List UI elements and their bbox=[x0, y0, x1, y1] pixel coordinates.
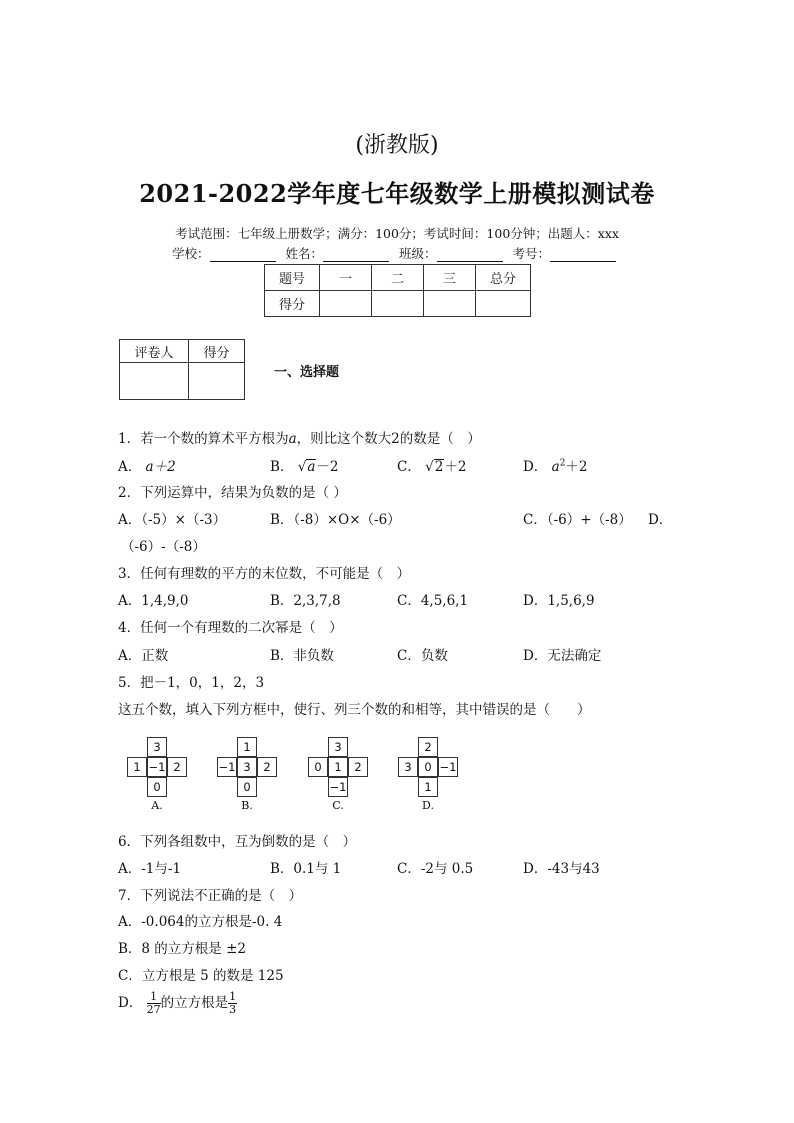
option-d[interactable]: D． bbox=[648, 512, 673, 528]
class-label: 班级： bbox=[398, 246, 437, 261]
option-c[interactable]: C．（-6）+（-8） bbox=[523, 512, 632, 528]
exam-no-blank bbox=[550, 248, 616, 262]
option-b[interactable]: B． √a－2 bbox=[270, 459, 339, 475]
cross-cell-left: 1 bbox=[127, 757, 147, 777]
question-2-options bbox=[0, 508, 794, 528]
option-a[interactable]: A．（-5）×（-3） bbox=[118, 512, 227, 528]
question-1 bbox=[118, 427, 481, 447]
cross-figure-label: D. bbox=[422, 799, 434, 812]
score-header: 一 bbox=[320, 265, 372, 291]
grader-table bbox=[119, 339, 245, 400]
option-b[interactable]: B．8 的立方根是 ±2 bbox=[118, 941, 246, 957]
exam-no-label: 考号： bbox=[512, 246, 550, 261]
cross-figure-label: A. bbox=[151, 799, 163, 812]
cross-cell-center: 1 bbox=[328, 757, 348, 777]
score-cell bbox=[476, 291, 531, 317]
score-row-label: 得分 bbox=[265, 291, 320, 317]
score-cell bbox=[424, 291, 476, 317]
fraction: $\frac{1}{3}$ bbox=[229, 990, 237, 1016]
option-c[interactable]: C．立方根是 5 的数是 125 bbox=[118, 968, 284, 984]
cross-cell-center: −1 bbox=[147, 757, 167, 777]
cross-cell-right: −1 bbox=[438, 757, 458, 777]
cross-cell-bottom: −1 bbox=[328, 777, 348, 797]
cross-cell-left: 3 bbox=[398, 757, 418, 777]
cross-cell-top: 2 bbox=[418, 737, 438, 757]
question-1-options bbox=[0, 455, 794, 475]
cross-cell-right: 2 bbox=[348, 757, 368, 777]
option-a[interactable]: A．正数 bbox=[118, 648, 169, 664]
cross-cell-center: 0 bbox=[418, 757, 438, 777]
question-6-options bbox=[0, 857, 794, 877]
name-label: 姓名： bbox=[285, 246, 323, 261]
question-stem: 1．若一个数的算术平方根为 bbox=[118, 431, 289, 447]
cross-cell-top: 3 bbox=[147, 737, 167, 757]
score-cell bbox=[372, 291, 424, 317]
option-c[interactable]: C． √2＋2 bbox=[397, 459, 467, 475]
cross-cell-top: 1 bbox=[237, 737, 257, 757]
cross-cell-left: 0 bbox=[308, 757, 328, 777]
section-title: 一、选择题 bbox=[274, 365, 340, 380]
question-5-stem-2: 这五个数，填入下列方框中，使行、列三个数的和相等，其中错误的是（ ） bbox=[118, 702, 591, 718]
school-blank bbox=[210, 248, 276, 262]
question-6: 6．下列各组数中，互为倒数的是（ ） bbox=[118, 834, 357, 850]
score-cell bbox=[320, 291, 372, 317]
cross-cell-bottom: 0 bbox=[147, 777, 167, 797]
option-d-continued[interactable]: （-6）-（-8） bbox=[121, 539, 206, 555]
option-d[interactable]: D． $a^2+2$ bbox=[523, 458, 588, 475]
student-info-line bbox=[0, 244, 794, 262]
option-d[interactable]: D． $\frac{1}{27}$ 的立方根是 $\frac{1}{3}$ bbox=[118, 990, 237, 1016]
score-header: 总分 bbox=[476, 265, 531, 291]
school-label: 学校： bbox=[171, 246, 210, 261]
option-c[interactable]: C．-2与 0.5 bbox=[397, 861, 474, 877]
name-blank bbox=[323, 248, 389, 262]
grader-header: 得分 bbox=[189, 340, 245, 363]
score-table bbox=[264, 264, 531, 317]
cross-cell-bottom: 1 bbox=[418, 777, 438, 797]
option-b[interactable]: B．0.1与 1 bbox=[270, 861, 342, 877]
grader-cell bbox=[189, 363, 245, 400]
option-d[interactable]: D．1,5,6,9 bbox=[523, 593, 595, 609]
option-d[interactable]: D．-43与43 bbox=[523, 861, 600, 877]
question-5: 5．把－1，0，1，2，3 bbox=[118, 675, 265, 691]
cross-figure-label: B. bbox=[241, 799, 253, 812]
option-b[interactable]: B．非负数 bbox=[270, 648, 334, 664]
score-header: 三 bbox=[424, 265, 476, 291]
cross-cell-bottom: 0 bbox=[237, 777, 257, 797]
subtitle: (浙教版) bbox=[355, 133, 439, 158]
question-3: 3．任何有理数的平方的末位数，不可能是（ ） bbox=[118, 566, 411, 582]
grader-cell bbox=[120, 363, 189, 400]
grader-header: 评卷人 bbox=[120, 340, 189, 363]
option-a[interactable]: A．-0.064的立方根是-0. 4 bbox=[118, 914, 283, 930]
option-a[interactable]: A．1,4,9,0 bbox=[118, 593, 189, 609]
option-b[interactable]: B．2,3,7,8 bbox=[270, 593, 341, 609]
option-c[interactable]: C．负数 bbox=[397, 648, 448, 664]
option-b[interactable]: B．（-8）×O×（-6） bbox=[270, 512, 401, 528]
option-d[interactable]: D．无法确定 bbox=[523, 648, 602, 664]
question-stem: ，则比这个数大2的数是（ ） bbox=[296, 431, 481, 447]
option-a[interactable]: A． a＋2 bbox=[118, 459, 176, 475]
question-4-options bbox=[0, 644, 794, 664]
fraction: $\frac{1}{27}$ bbox=[146, 990, 161, 1016]
math-var: a bbox=[288, 431, 297, 447]
question-4: 4．任何一个有理数的二次幂是（ ） bbox=[118, 620, 343, 636]
cross-cell-center: 3 bbox=[237, 757, 257, 777]
exam-info: 考试范围：七年级上册数学；满分：100分；考试时间：100分钟；出题人：xxx bbox=[175, 226, 619, 241]
cross-cell-left: −1 bbox=[217, 757, 237, 777]
page-title: 2021-2022学年度七年级数学上册模拟测试卷 bbox=[139, 179, 655, 208]
question-3-options bbox=[0, 589, 794, 609]
question-7: 7．下列说法不正确的是（ ） bbox=[118, 888, 303, 904]
cross-cell-top: 3 bbox=[328, 737, 348, 757]
question-2: 2．下列运算中，结果为负数的是（ ） bbox=[118, 485, 347, 501]
cross-cell-right: 2 bbox=[167, 757, 187, 777]
cross-cell-right: 2 bbox=[257, 757, 277, 777]
score-header: 题号 bbox=[265, 265, 320, 291]
option-a[interactable]: A．-1与-1 bbox=[118, 861, 182, 877]
cross-figure-label: C. bbox=[332, 799, 344, 812]
score-header: 二 bbox=[372, 265, 424, 291]
option-c[interactable]: C．4,5,6,1 bbox=[397, 593, 469, 609]
class-blank bbox=[437, 248, 503, 262]
